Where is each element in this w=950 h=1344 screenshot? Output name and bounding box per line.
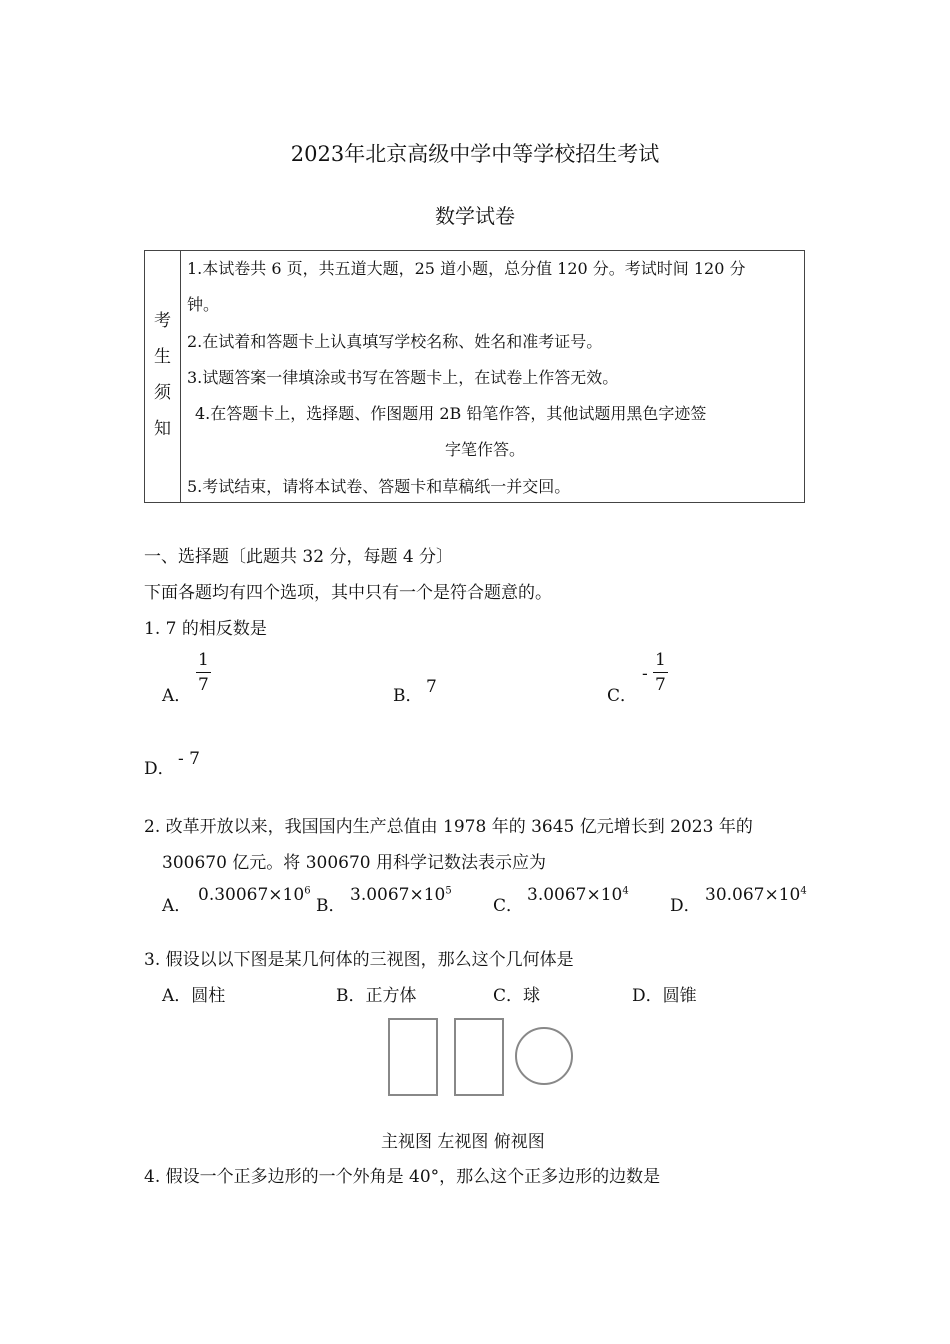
fraction-denominator: 7: [198, 675, 209, 695]
notice-divider: [180, 251, 181, 502]
q3-option-d: D．圆锥: [632, 986, 697, 1006]
notice-line-1: 1.本试卷共 6 页，共五道大题，25 道小题，总分值 120 分。考试时间 120 分: [187, 259, 746, 278]
sci-base: 3.0067×10: [350, 885, 446, 905]
top-view-circle: [515, 1027, 573, 1085]
sci-exponent: 4: [622, 885, 629, 897]
sci-base: 3.0067×10: [527, 885, 623, 905]
notice-label-char: 须: [154, 383, 171, 403]
sci-exponent: 5: [445, 885, 452, 897]
q2-option-b-label: B．: [316, 896, 346, 916]
q1-option-b-value: 7: [426, 677, 437, 697]
sci-exponent: 6: [304, 885, 311, 897]
page-title: 2023年北京高级中学中等学校招生考试: [290, 142, 660, 166]
q2-option-a-label: A．: [162, 896, 192, 916]
notice-label-char: 考: [154, 311, 171, 331]
q1-option-a-fraction: [196, 650, 211, 695]
q1-option-c-sign: -: [642, 664, 648, 684]
q2-stem-line1: 2. 改革开放以来，我国国内生产总值由 1978 年的 3645 亿元增长到 2023 年的: [144, 817, 753, 837]
sci-exponent: 4: [800, 885, 807, 897]
q1-option-c-label: C．: [607, 686, 638, 706]
notice-box: [144, 250, 805, 503]
notice-line-4b: 字笔作答。: [445, 440, 526, 459]
page-subtitle: 数学试卷: [435, 204, 515, 228]
sci-base: 30.067×10: [705, 885, 801, 905]
q1-option-a-label: A．: [162, 686, 192, 706]
fraction-bar: [196, 672, 211, 673]
q3-option-c: C．球: [493, 986, 541, 1006]
notice-label-char: 生: [154, 347, 171, 367]
q2-option-d-value: [705, 885, 807, 905]
notice-label-char: 知: [154, 419, 171, 439]
fraction-numerator: 1: [655, 650, 666, 670]
front-view-rectangle: [388, 1018, 438, 1096]
q3-option-a: A．圆柱: [162, 986, 226, 1006]
section-heading: 一、选择题〔此题共 32 分，每题 4 分〕: [144, 547, 454, 567]
q2-option-c-label: C．: [493, 896, 524, 916]
q3-stem: 3. 假设以以下图是某几何体的三视图，那么这个几何体是: [144, 950, 574, 970]
fraction-bar: [653, 672, 668, 673]
q1-option-d-value: - 7: [178, 749, 200, 769]
q2-stem-line2: 300670 亿元。将 300670 用科学记数法表示应为: [162, 853, 547, 873]
q1-option-b-label: B．: [393, 686, 423, 706]
sci-base: 0.30067×10: [198, 885, 305, 905]
q2-option-a-value: [198, 885, 311, 905]
notice-line-1b: 钟。: [187, 295, 220, 314]
side-view-rectangle: [454, 1018, 504, 1096]
fraction-denominator: 7: [655, 675, 666, 695]
q1-option-d-label: D．: [144, 759, 175, 779]
q1-stem: 1. 7 的相反数是: [144, 619, 267, 639]
q1-option-c-fraction: [653, 650, 668, 695]
section-instruction: 下面各题均有四个选项，其中只有一个是符合题意的。: [144, 583, 552, 603]
q3-figure-caption: 主视图 左视图 俯视图: [381, 1132, 545, 1152]
q2-option-d-label: D．: [670, 896, 701, 916]
notice-line-5: 5.考试结束，请将本试卷、答题卡和草稿纸一并交回。: [187, 477, 571, 496]
notice-line-4: 4.在答题卡上，选择题、作图题用 2B 铅笔作答，其他试题用黑色字迹签: [195, 404, 707, 423]
q2-option-b-value: [350, 885, 452, 905]
q3-option-b: B．正方体: [336, 986, 417, 1006]
q4-stem: 4. 假设一个正多边形的一个外角是 40°，那么这个正多边形的边数是: [144, 1167, 661, 1187]
fraction-numerator: 1: [198, 650, 209, 670]
notice-line-3: 3.试题答案一律填涂或书写在答题卡上，在试卷上作答无效。: [187, 368, 619, 387]
notice-line-2: 2.在试着和答题卡上认真填写学校名称、姓名和准考证号。: [187, 332, 603, 351]
notice-label: [145, 303, 180, 447]
q2-option-c-value: [527, 885, 629, 905]
